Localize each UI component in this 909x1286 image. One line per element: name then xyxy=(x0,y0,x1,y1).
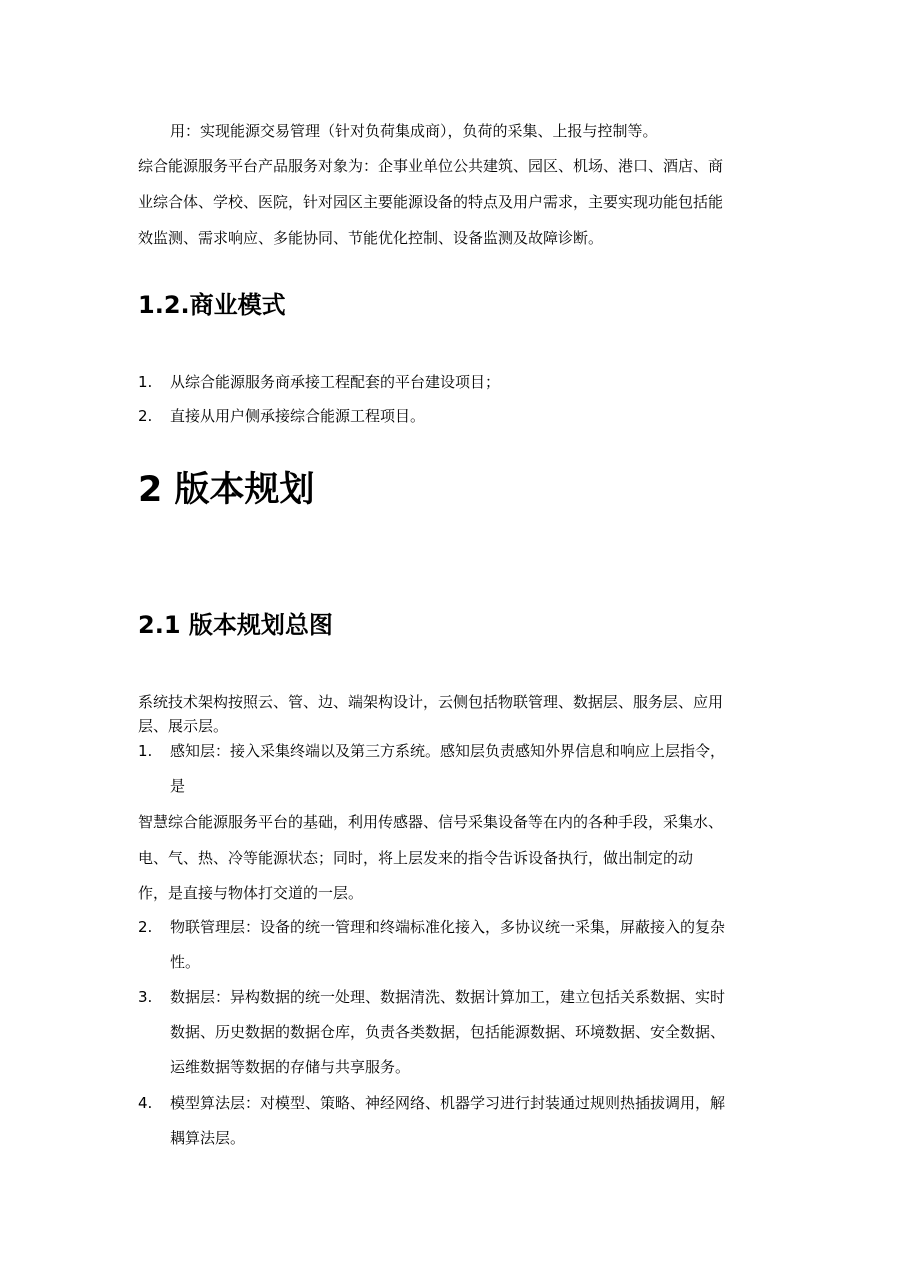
paragraph-line: 综合能源服务平台产品服务对象为：企事业单位公共建筑、园区、机场、港口、酒店、商 xyxy=(138,157,724,175)
paragraph-line: 系统技术架构按照云、管、边、端架构设计，云侧包括物联管理、数据层、服务层、应用 xyxy=(138,693,724,711)
paragraph-line: 层、展示层。 xyxy=(138,717,229,735)
paragraph-line: 效监测、需求响应、多能协同、节能优化控制、设备监测及故障诊断。 xyxy=(138,229,604,247)
list-item-line: 是 xyxy=(170,777,186,795)
list-number: 3. xyxy=(138,988,153,1006)
paragraph-line: 作，是直接与物体打交道的一层。 xyxy=(138,884,364,902)
chapter-heading: 2 版本规划 xyxy=(138,470,315,510)
paragraph-line: 业综合体、学校、医院，针对园区主要能源设备的特点及用户需求，主要实现功能包括能 xyxy=(138,193,724,211)
list-item-line: 物联管理层：设备的统一管理和终端标准化接入，多协议统一采集，屏蔽接入的复杂 xyxy=(170,918,726,936)
section-heading: 2.1 版本规划总图 xyxy=(138,611,333,639)
list-item-line: 模型算法层：对模型、策略、神经网络、机器学习进行封装通过规则热插拔调用，解 xyxy=(170,1094,726,1112)
list-item-line: 数据层：异构数据的统一处理、数据清洗、数据计算加工，建立包括关系数据、实时 xyxy=(170,988,726,1006)
list-number: 1. xyxy=(138,373,153,391)
paragraph-line: 用：实现能源交易管理（针对负荷集成商），负荷的采集、上报与控制等。 xyxy=(170,122,658,140)
list-item: 从综合能源服务商承接工程配套的平台建设项目； xyxy=(170,373,501,391)
list-item-line: 耦算法层。 xyxy=(170,1129,246,1147)
section-heading: 1.2.商业模式 xyxy=(138,291,286,319)
list-item-line: 数据、历史数据的数据仓库，负责各类数据，包括能源数据、环境数据、安全数据、 xyxy=(170,1023,726,1041)
list-item-line: 运维数据等数据的存储与共享服务。 xyxy=(170,1058,411,1076)
list-item-line: 性。 xyxy=(170,953,201,971)
paragraph-line: 智慧综合能源服务平台的基础，利用传感器、信号采集设备等在内的各种手段，采集水、 xyxy=(138,813,724,831)
list-item: 直接从用户侧承接综合能源工程项目。 xyxy=(170,407,426,425)
list-number: 2. xyxy=(138,407,153,425)
list-number: 2. xyxy=(138,918,153,936)
list-number: 4. xyxy=(138,1094,153,1112)
list-number: 1. xyxy=(138,742,153,760)
paragraph-line: 电、气、热、冷等能源状态；同时，将上层发来的指令告诉设备执行，做出制定的动 xyxy=(138,849,694,867)
list-item-line: 感知层：接入采集终端以及第三方系统。感知层负责感知外界信息和响应上层指令， xyxy=(170,742,726,760)
